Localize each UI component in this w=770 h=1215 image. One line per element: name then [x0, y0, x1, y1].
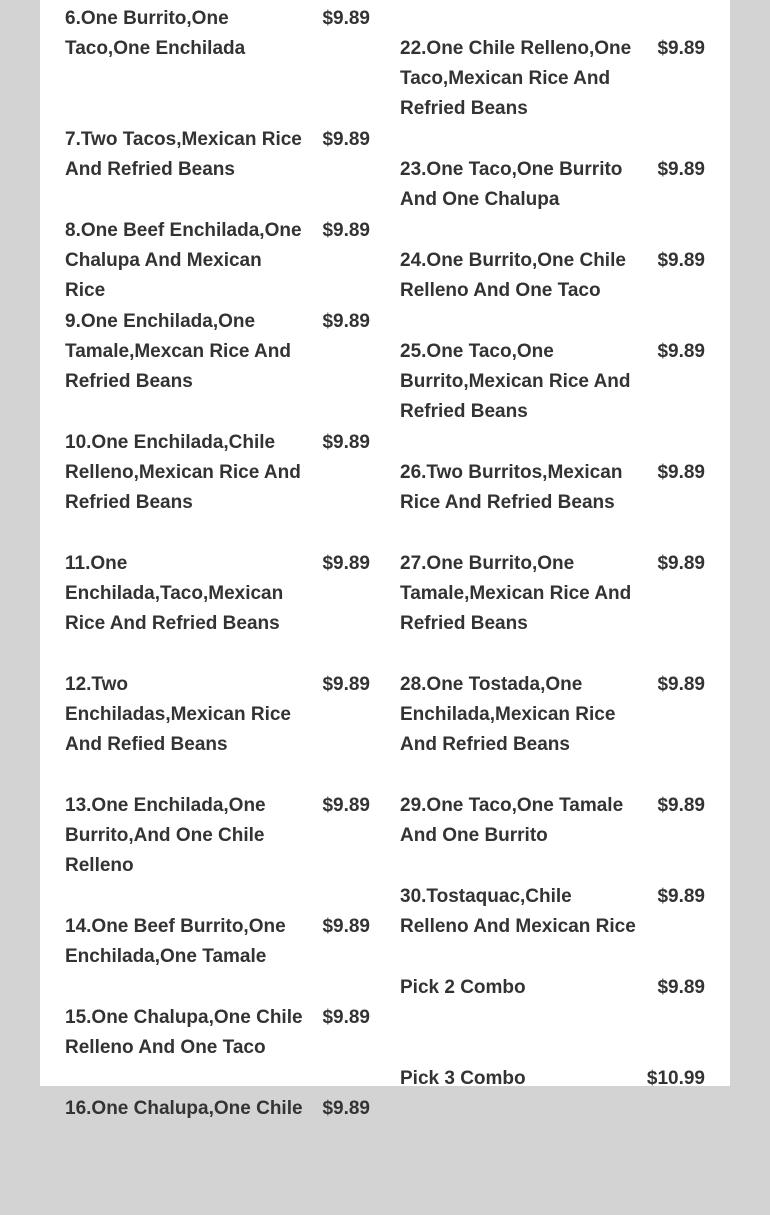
menu-item-name: 13.One Enchilada,One Burrito,And One Chile Relleno	[65, 795, 266, 876]
menu-item[interactable]	[65, 4, 370, 125]
menu-item-price: $9.89	[322, 1098, 370, 1119]
menu-item[interactable]	[65, 791, 370, 912]
menu-item-price: $9.89	[657, 341, 705, 362]
menu-item-name: 26.Two Burritos,Mexican Rice And Refried Beans	[400, 462, 623, 513]
menu-item-name: 16.One Chalupa,One Chile	[65, 1098, 303, 1119]
menu-item[interactable]	[65, 549, 370, 670]
menu-item-name: 30.Tostaquac,Chile Relleno And Mexican Rice	[400, 886, 636, 937]
menu-item-name: 25.One Taco,One Burrito,Mexican Rice And Refried Beans	[400, 341, 631, 422]
menu-item-name: Pick 2 Combo	[400, 977, 526, 998]
menu-item[interactable]	[400, 791, 705, 882]
menu-item-price: $9.89	[657, 250, 705, 271]
menu-item-price: $9.89	[657, 886, 705, 907]
menu-item-name: 28.One Tostada,One Enchilada,Mexican Rice And Refried Beans	[400, 674, 616, 755]
menu-item-price: $9.89	[657, 977, 705, 998]
menu-item-price: $9.89	[322, 129, 370, 150]
menu-page	[40, 0, 730, 1119]
menu-item[interactable]	[65, 428, 370, 549]
menu-item[interactable]	[400, 882, 705, 973]
menu-item[interactable]	[400, 670, 705, 791]
menu-item-name: 6.One Burrito,One Taco,One Enchilada	[65, 8, 246, 59]
menu-item-price: $9.89	[322, 674, 370, 695]
menu-item-price: $9.89	[322, 8, 370, 29]
menu-item-name: 9.One Enchilada,One Tamale,Mexcan Rice And Refried Beans	[65, 311, 291, 392]
menu-item-name: 14.One Beef Burrito,One Enchilada,One Tamale	[65, 916, 286, 967]
menu-column-right	[400, 34, 705, 1155]
menu-item-name: 10.One Enchilada,Chile Relleno,Mexican Rice And Refried Beans	[65, 432, 301, 513]
menu-item-price: $9.89	[322, 916, 370, 937]
menu-item-price: $9.89	[657, 462, 705, 483]
menu-item-price: $9.89	[322, 795, 370, 816]
menu-item-name: 11.One Enchilada,Taco,Mexican Rice And Refried Beans	[65, 553, 284, 634]
menu-item-name: 27.One Burrito,One Tamale,Mexican Rice And Refried Beans	[400, 553, 632, 634]
menu-item[interactable]	[65, 1094, 370, 1215]
menu-item-name: 22.One Chile Relleno,One Taco,Mexican Rice And Refried Beans	[400, 38, 632, 119]
menu-item[interactable]	[400, 1064, 705, 1155]
menu-item-name: 12.Two Enchiladas,Mexican Rice And Refied Beans	[65, 674, 291, 755]
menu-item[interactable]	[400, 155, 705, 246]
menu-item-name: 8.One Beef Enchilada,One Chalupa And Mexican Rice	[65, 220, 302, 301]
menu-item-price: $9.89	[322, 1007, 370, 1028]
menu-item-name: 7.Two Tacos,Mexican Rice And Refried Beans	[65, 129, 302, 180]
menu-item-price: $9.89	[657, 159, 705, 180]
menu-item[interactable]	[400, 458, 705, 549]
menu-item[interactable]	[65, 216, 370, 307]
menu-item-name: 23.One Taco,One Burrito And One Chalupa	[400, 159, 623, 210]
menu-item[interactable]	[400, 549, 705, 670]
menu-item-name: 24.One Burrito,One Chile Relleno And One Taco	[400, 250, 626, 301]
menu-item-name: 29.One Taco,One Tamale And One Burrito	[400, 795, 624, 846]
menu-item-price: $9.89	[657, 674, 705, 695]
menu-item-price: $9.89	[322, 432, 370, 453]
menu-item-price: $9.89	[657, 38, 705, 59]
menu-item-price: $9.89	[657, 795, 705, 816]
menu-item[interactable]	[65, 307, 370, 428]
menu-item-price: $9.89	[322, 311, 370, 332]
menu-item[interactable]	[400, 973, 705, 1064]
menu-item[interactable]	[65, 125, 370, 216]
menu-item-price: $9.89	[657, 553, 705, 574]
menu-item-name: 15.One Chalupa,One Chile Relleno And One Taco	[65, 1007, 303, 1058]
menu-item[interactable]	[400, 34, 705, 155]
menu-item[interactable]	[65, 912, 370, 1003]
menu-item[interactable]	[400, 246, 705, 337]
menu-item[interactable]	[65, 670, 370, 791]
menu-item-price: $9.89	[322, 553, 370, 574]
menu-item-name: Pick 3 Combo	[400, 1068, 526, 1089]
menu-item-price: $10.99	[646, 1068, 705, 1089]
menu-item-price: $9.89	[322, 220, 370, 241]
menu-item[interactable]	[65, 1003, 370, 1094]
menu-column-left	[65, 4, 370, 1215]
menu-item[interactable]	[400, 337, 705, 458]
